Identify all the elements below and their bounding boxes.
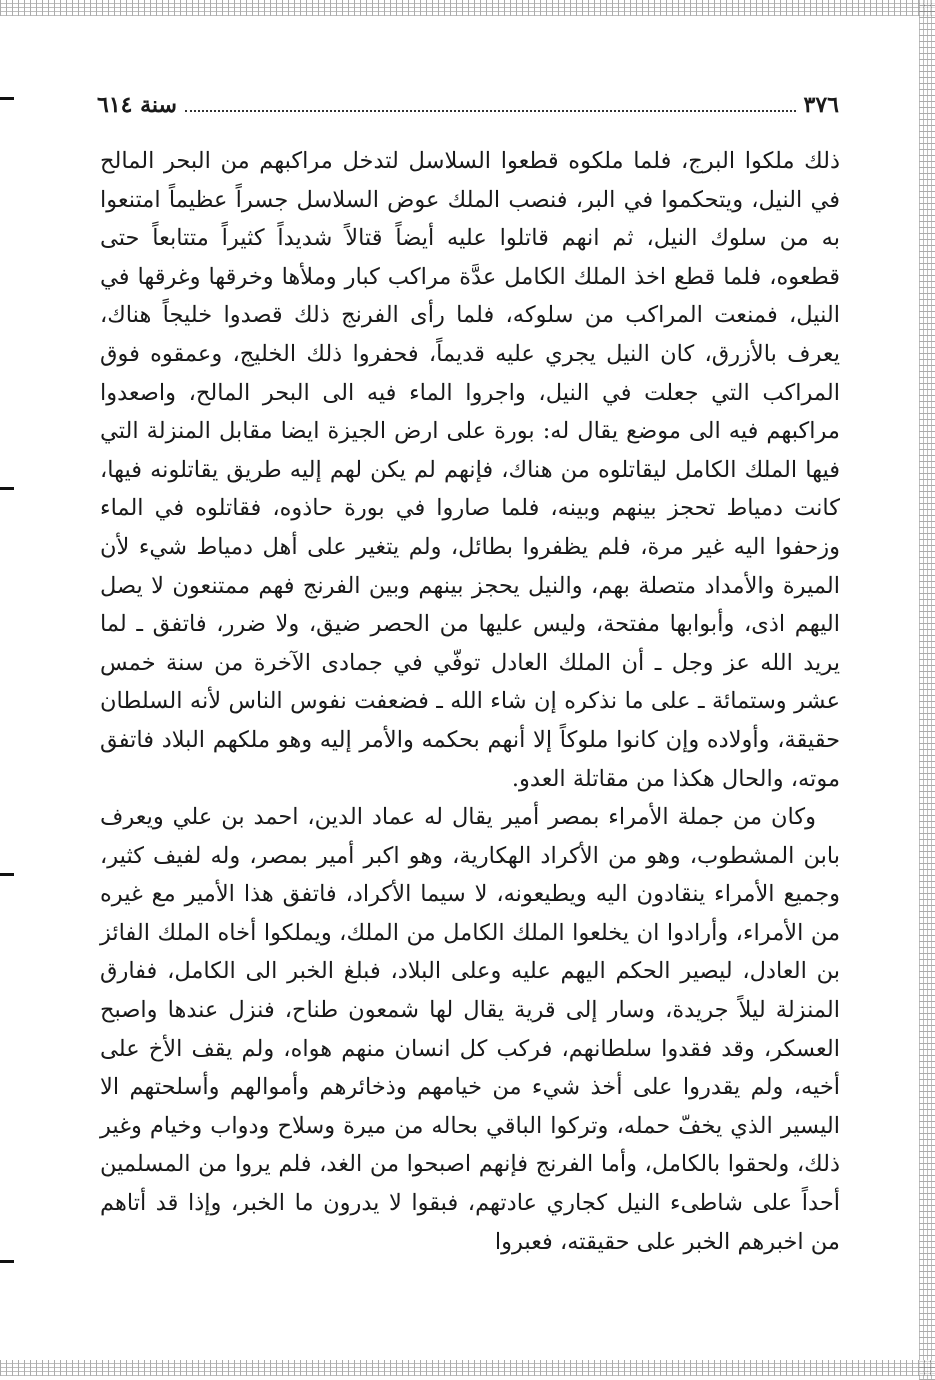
- decorative-border-top: [0, 0, 935, 16]
- margin-tick-mark: [0, 97, 14, 100]
- decorative-border-right: [919, 0, 935, 1380]
- paragraph-2: وكان من جملة الأمراء بمصر أمير يقال له عماد الدين، احمد بن علي ويعرف بابن المشطوب، وهو من الأكراد الهكارية، وهو اكبر أمير بمصر، وله لفيف كثير، وجميع الأمراء ينقادون اليه ويطيعونه، لا سيما الأكراد، فاتفق هذا الأمير مع غيره من الأمراء، وأرادوا ان يخلعوا الملك الكامل من الملك، ويملكوا أخاه الملك الفائز بن العادل، ليصير الحكم اليهم عليه وعلى البلاد، فبلغ الخبر الى الكامل، ففارق المنزلة ليلاً جريدة، وسار إلى قرية يقال لها شمعون طناح، فنزل عندها واصبح العسكر، وقد فقدوا سلطانهم، فركب كل انسان منهم هواه، ولم يقف الأخ على أخيه، ولم يقدروا على أخذ شيء من خيامهم وذخائرهم وأموالهم وأسلحتهم الا اليسير الذي يخفّ حمله، وتركوا الباقي بحاله من ميرة وسلاح ودواب وخيام وغير ذلك، ولحقوا بالكامل، وأما الفرنج فإنهم اصبحوا من الغد، فلم يروا من المسلمين أحداً على شاطىء النيل كجاري عادتهم، فبقوا لا يدرون ما الخبر، وإذا قد أتاهم من اخبرهم الخبر على حقيقته، فعبروا: [100, 804, 840, 1255]
- page-header: [97, 84, 839, 118]
- decorative-border-bottom: [0, 1360, 935, 1376]
- header-dot-leader: [185, 109, 796, 112]
- page-number: ٣٧٦: [803, 92, 839, 118]
- page-body: [100, 142, 840, 1261]
- margin-tick-mark: [0, 873, 14, 876]
- margin-tick-mark: [0, 487, 14, 490]
- running-header-year: سنة ٦١٤: [97, 92, 177, 118]
- paragraph-1: ذلك ملكوا البرج، فلما ملكوه قطعوا السلاسل لتدخل مراكبهم من البحر المالح في النيل، ويتحكموا في البر، فنصب الملك عوض السلاسل جسراً عظيماً امتنعوا به من سلوك النيل، ثم انهم قاتلوا عليه أيضاً قتالاً شديداً كثيراً متتابعاً حتى قطعوه، فلما قطع اخذ الملك الكامل عدَّة مراكب كبار وملأها وخرقها وغرقها في النيل، فمنعت المراكب من سلوكه، فلما رأى الفرنج ذلك قصدوا خليجاً هناك، يعرف بالأزرق، كان النيل يجري عليه قديماً، فحفروا ذلك الخليج، وعمقوه فوق المراكب التي جعلت في النيل، واجروا الماء فيه الى البحر المالح، واصعدوا مراكبهم فيه الى موضع يقال له: بورة على ارض الجيزة ايضا مقابل المنزلة التي فيها الملك الكامل ليقاتلوه من هناك، فإنهم لم يكن لهم إليه طريق يقاتلونه فيها، كانت دمياط تحجز بينهم وبينه، فلما صاروا في بورة حاذوه، فقاتلوه في الماء وزحفوا اليه غير مرة، فلم يظفروا بطائل، ولم يتغير على أهل دمياط شيء لأن الميرة والأمداد متصلة بهم، والنيل يحجز بينهم وبين الفرنج فهم ممتنعون لا يصل اليهم اذى، وأبوابها مفتحة، وليس عليها من الحصر ضيق، ولا ضرر، فاتفق ـ لما يريد الله عز وجل ـ أن الملك العادل توفّي في جمادى الآخرة من سنة خمس عشر وستمائة ـ على ما نذكره إن شاء الله ـ فضعفت نفوس الناس لأنه السلطان حقيقة، وأولاده وإن كانوا ملوكاً إلا أنهم بحكمه والأمر إليه وهو ملكهم البلاد فاتفق موته، والحال هكذا من مقاتلة العدو.: [100, 148, 840, 792]
- margin-tick-mark: [0, 1260, 14, 1263]
